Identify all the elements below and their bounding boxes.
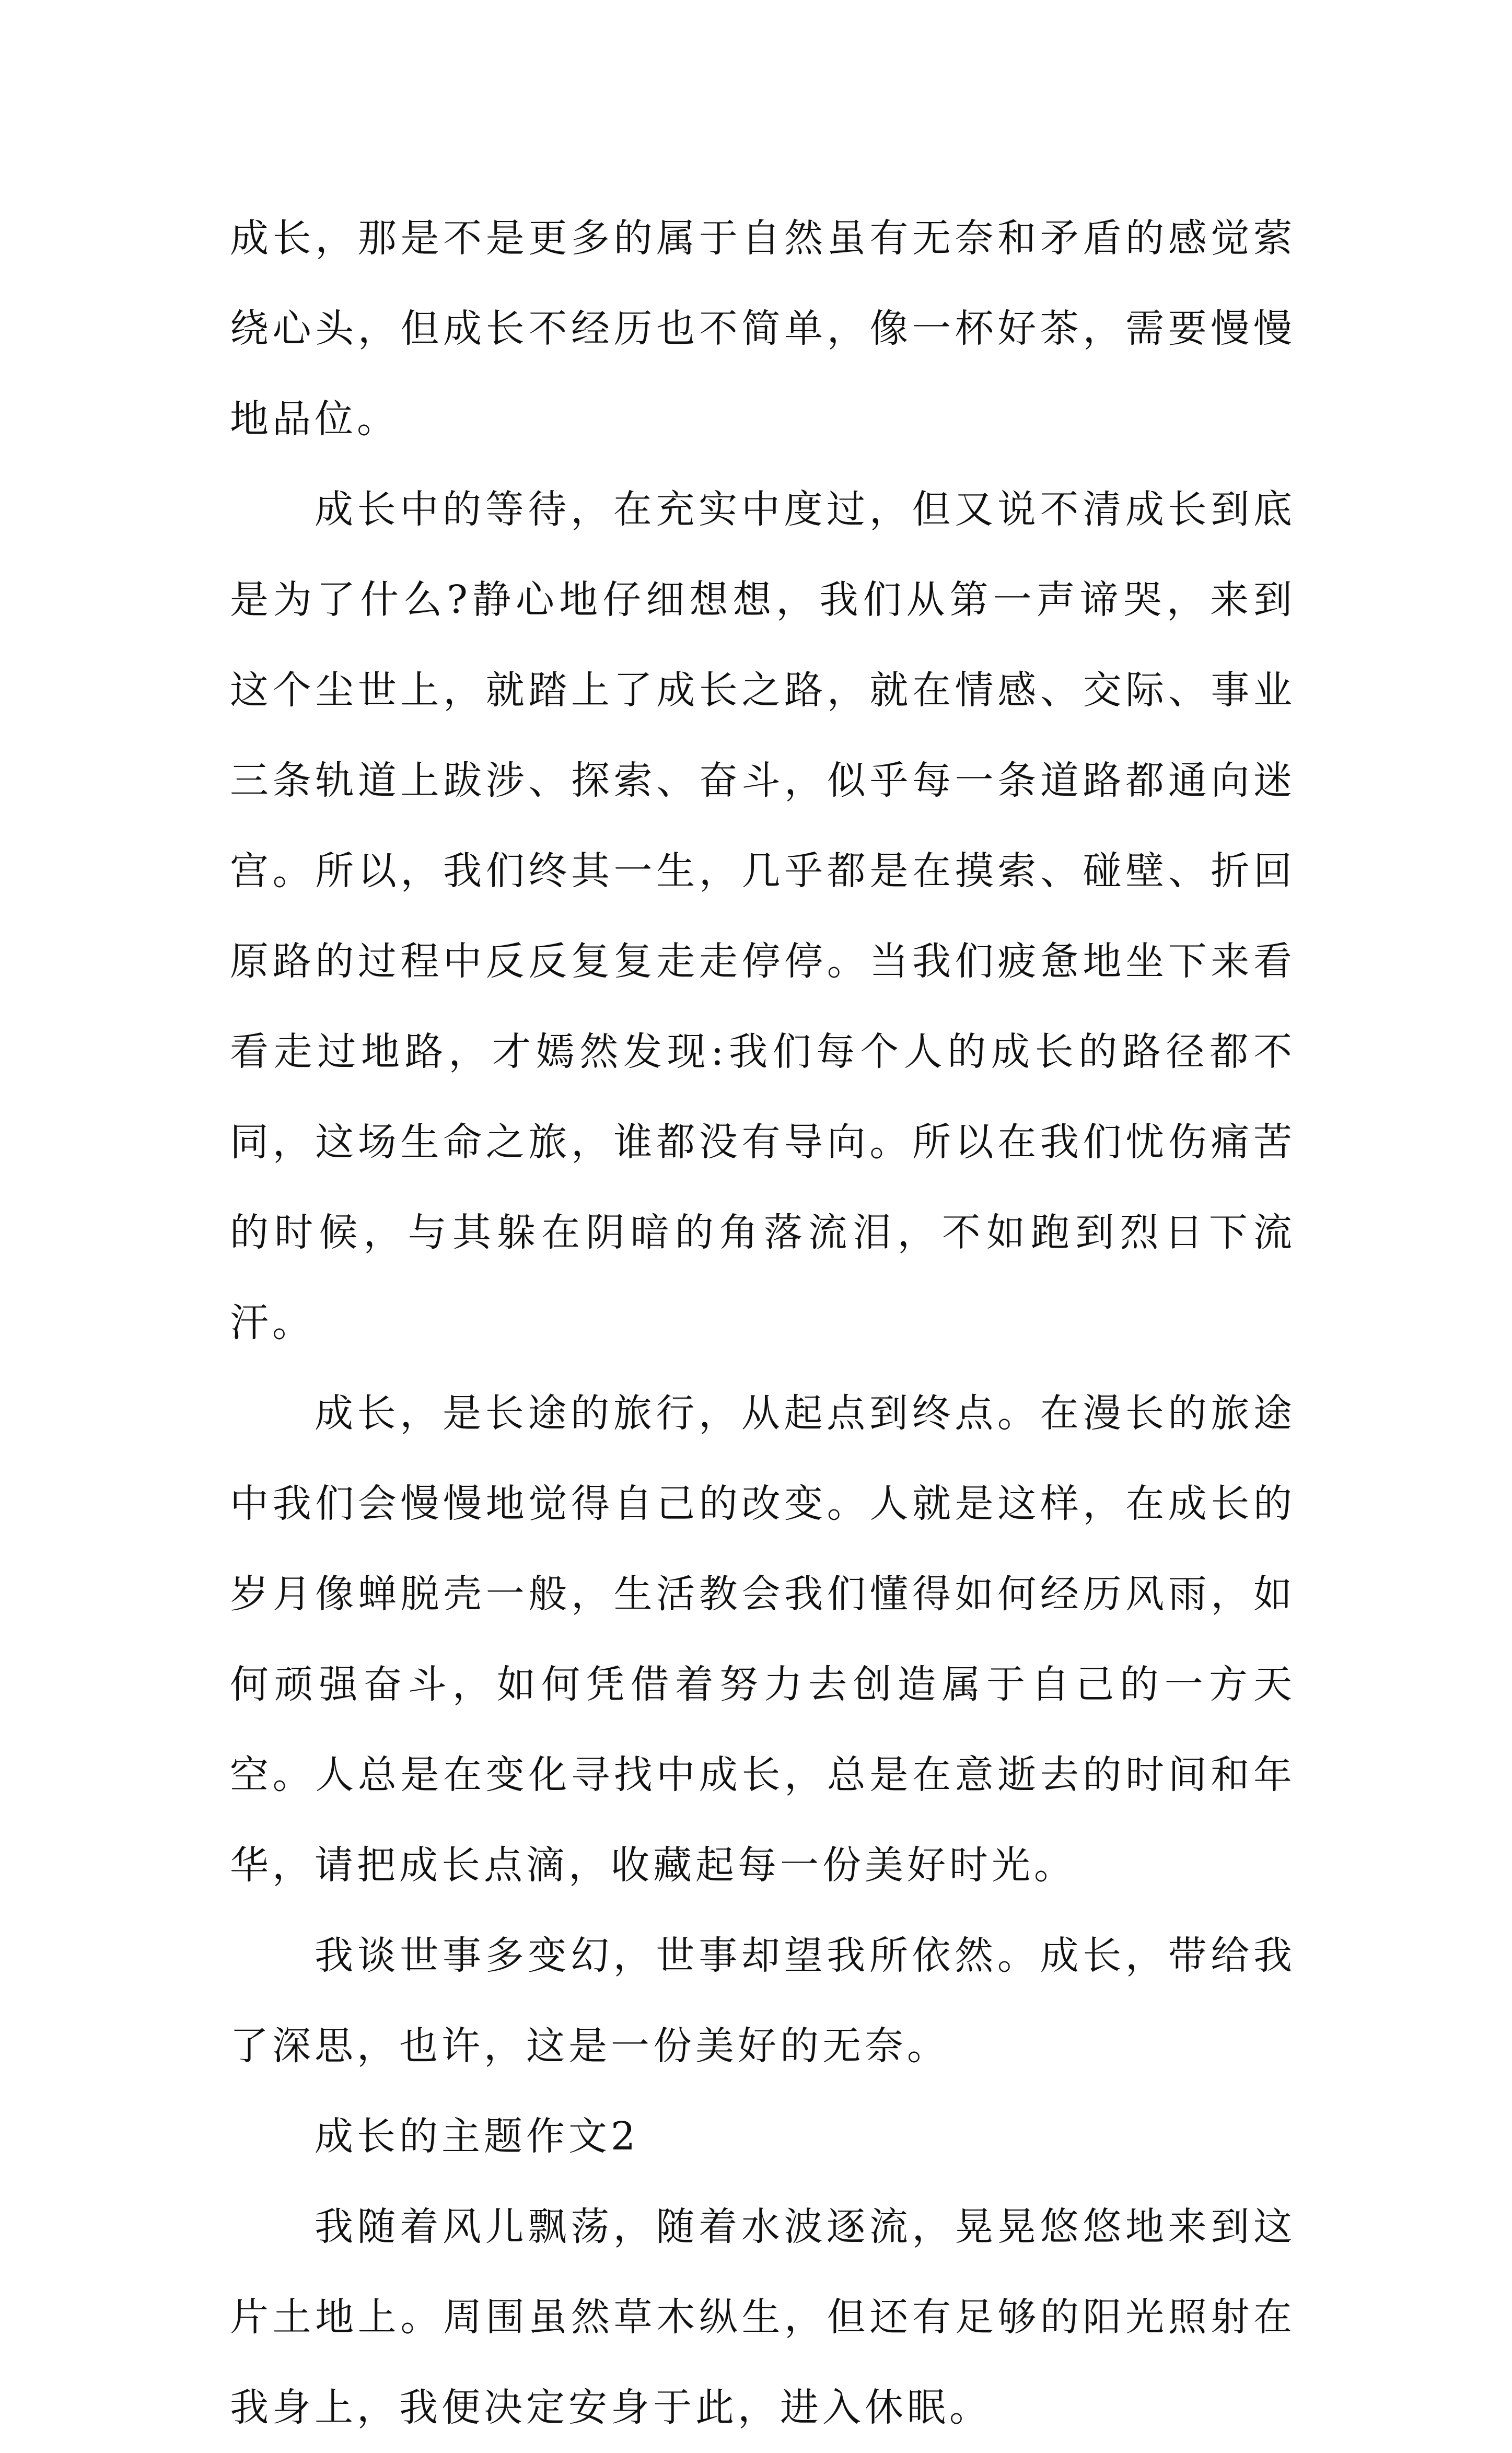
paragraph-waiting: 成长中的等待，在充实中度过，但又说不清成长到底是为了什么?静心地仔细想想，我们从第一声谛哭，来到这个尘世上，就踏上了成长之路，就在情感、交际、事业三条轨道上跋涉、探索、奋斗，似乎每一条道路都通向迷宫。所以，我们终其一生，几乎都是在摸索、碰壁、折回原路的过程中反反复复走走停停。当我们疲惫地坐下来看看走过地路，才嫣然发现:我们每个人的成长的路径都不同，这场生命之旅，谁都没有导向。所以在我们忧伤痛苦的时候，与其躲在阴暗的角落流泪，不如跑到烈日下流汗。 xyxy=(230,487,1296,1345)
paragraph-continuation: 成长，那是不是更多的属于自然虽有无奈和矛盾的感觉萦绕心头，但成长不经历也不简单，像一杯好茶，需要慢慢地品位。 xyxy=(230,216,1296,441)
paragraph-journey: 成长，是长途的旅行，从起点到终点。在漫长的旅途中我们会慢慢地觉得自己的改变。人就是这样，在成长的岁月像蝉脱壳一般，生活教会我们懂得如何经历风雨，如何顽强奋斗，如何凭借着努力去创造属于自己的一方天空。人总是在变化寻找中成长，总是在意逝去的时间和年华，请把成长点滴，收藏起每一份美好时光。 xyxy=(230,1391,1296,1888)
essay-subheading: 成长的主题作文2 xyxy=(315,2114,639,2159)
document-body xyxy=(230,193,1296,2453)
paragraph-reflection: 我谈世事多变幻，世事却望我所依然。成长，带给我了深思，也许，这是一份美好的无奈。 xyxy=(230,1933,1296,2068)
paragraph-seed: 我随着风儿飘荡，随着水波逐流，晃晃悠悠地来到这片土地上。周围虽然草木纵生，但还有足够的阳光照射在我身上，我便决定安身于此，进入休眠。 xyxy=(230,2204,1296,2430)
